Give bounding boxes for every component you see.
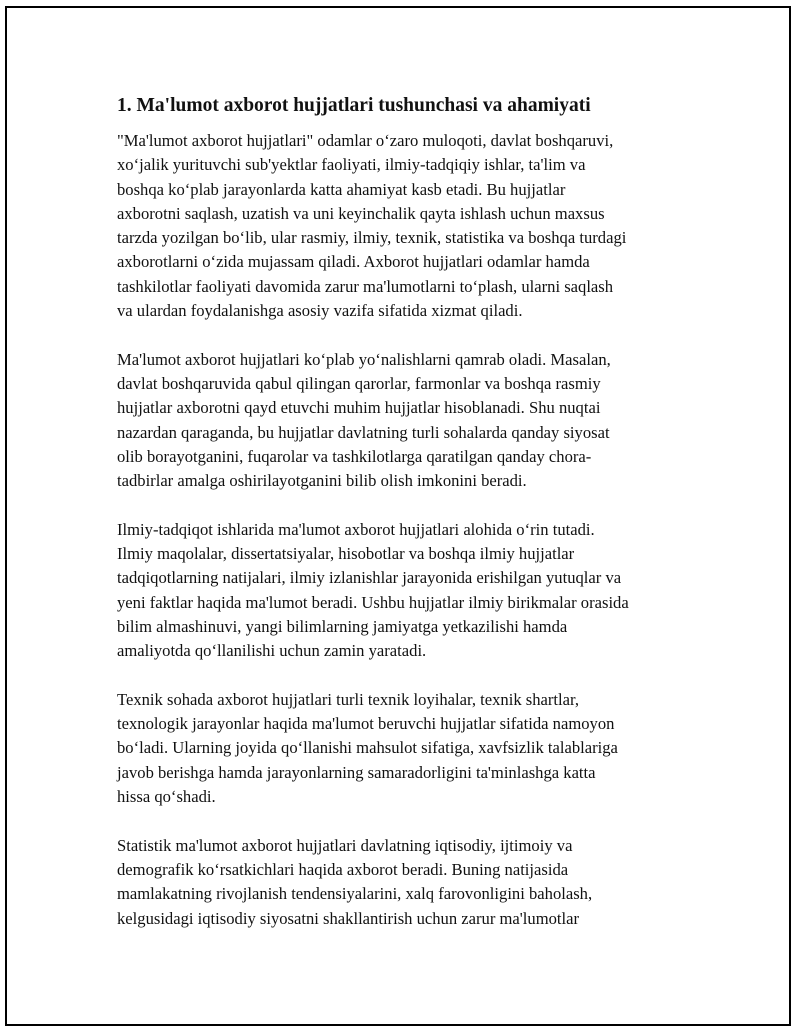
text-line: hissa qo‘shadi. [117,787,216,807]
text-line: Statistik ma'lumot axborot hujjatlari davlatning iqtisodiy, ijtimoiy va [117,835,573,855]
paragraph [117,688,697,809]
text-line: tadqiqotlarning natijalari, ilmiy izlanishlar jarayonida erishilgan yutuqlar va [117,568,622,588]
text-line: demografik ko‘rsatkichlari haqida axborot beradi. Buning natijasida [117,859,569,879]
paragraph [117,348,697,494]
paragraph-gap [117,493,697,517]
text-line: amaliyotda qo‘llanilishi uchun zamin yaratadi. [117,641,427,661]
text-line: tarzda yozilgan bo‘lib, ular rasmiy, ilmiy, texnik, statistika va boshqa turdagi [117,228,627,248]
paragraph [117,129,697,323]
paragraph [117,834,697,931]
text-line: "Ma'lumot axborot hujjatlari" odamlar o‘zaro muloqoti, davlat boshqaruvi, [117,131,614,150]
text-line: hujjatlar axborotni qayd etuvchi muhim hujjatlar hisoblanadi. Shu nuqtai [117,398,601,418]
paragraph [117,518,697,664]
text-line: nazardan qaraganda, bu hujjatlar davlatning turli sohalarda qanday siyosat [117,422,610,442]
paragraph-gap [117,664,697,688]
text-line: mamlakatning rivojlanish tendensiyalarini, xalq farovonligini baholash, [117,884,593,904]
text-line: olib borayotganini, fuqarolar va tashkilotlarga qaratilgan qanday chora- [117,446,592,466]
section-heading: 1. Ma'lumot axborot hujjatlari tushunchasi va ahamiyati [117,95,591,116]
text-line: Ilmiy-tadqiqot ishlarida ma'lumot axborot hujjatlari alohida o‘rin tutadi. [117,519,595,539]
document-body [117,92,697,931]
text-line: bo‘ladi. Ularning joyida qo‘llanishi mahsulot sifatiga, xavfsizlik talablariga [117,738,618,758]
paragraph-gap [117,809,697,833]
text-line: javob berishga hamda jarayonlarning samaradorligini ta'minlashga katta [117,762,596,782]
text-line: yeni faktlar haqida ma'lumot beradi. Ushbu hujjatlar ilmiy birikmalar orasida [117,592,629,612]
text-line: kelgusidagi iqtisodiy siyosatni shakllantirish uchun zarur ma'lumotlar [117,908,580,928]
text-line: bilim almashinuvi, yangi bilimlarning jamiyatga yetkazilishi hamda [117,616,568,636]
text-line: davlat boshqaruvida qabul qilingan qarorlar, farmonlar va boshqa rasmiy [117,373,601,393]
text-line: tadbirlar amalga oshirilayotganini bilib olish imkonini beradi. [117,471,527,491]
text-line: xo‘jalik yurituvchi sub'yektlar faoliyati, ilmiy-tadqiqiy ishlar, ta'lim va [117,155,586,175]
text-line: texnologik jarayonlar haqida ma'lumot beruvchi hujjatlar sifatida namoyon [117,714,615,734]
paragraph-gap [117,323,697,347]
text-line: tashkilotlar faoliyati davomida zarur ma'lumotlarni to‘plash, ularni saqlash [117,276,614,296]
text-line: boshqa ko‘plab jarayonlarda katta ahamiyat kasb etadi. Bu hujjatlar [117,179,566,199]
text-line: Ma'lumot axborot hujjatlari ko‘plab yo‘nalishlarni qamrab oladi. Masalan, [117,349,611,369]
text-line: axborotlarni o‘zida mujassam qiladi. Axborot hujjatlari odamlar hamda [117,252,590,272]
paragraphs-container [117,129,697,931]
text-line: Ilmiy maqolalar, dissertatsiyalar, hisobotlar va boshqa ilmiy hujjatlar [117,544,575,564]
text-line: Texnik sohada axborot hujjatlari turli texnik loyihalar, texnik shartlar, [117,689,580,709]
text-line: axborotni saqlash, uzatish va uni keyinchalik qayta ishlash uchun maxsus [117,203,605,223]
text-line: va ulardan foydalanishga asosiy vazifa sifatida xizmat qiladi. [117,301,523,321]
